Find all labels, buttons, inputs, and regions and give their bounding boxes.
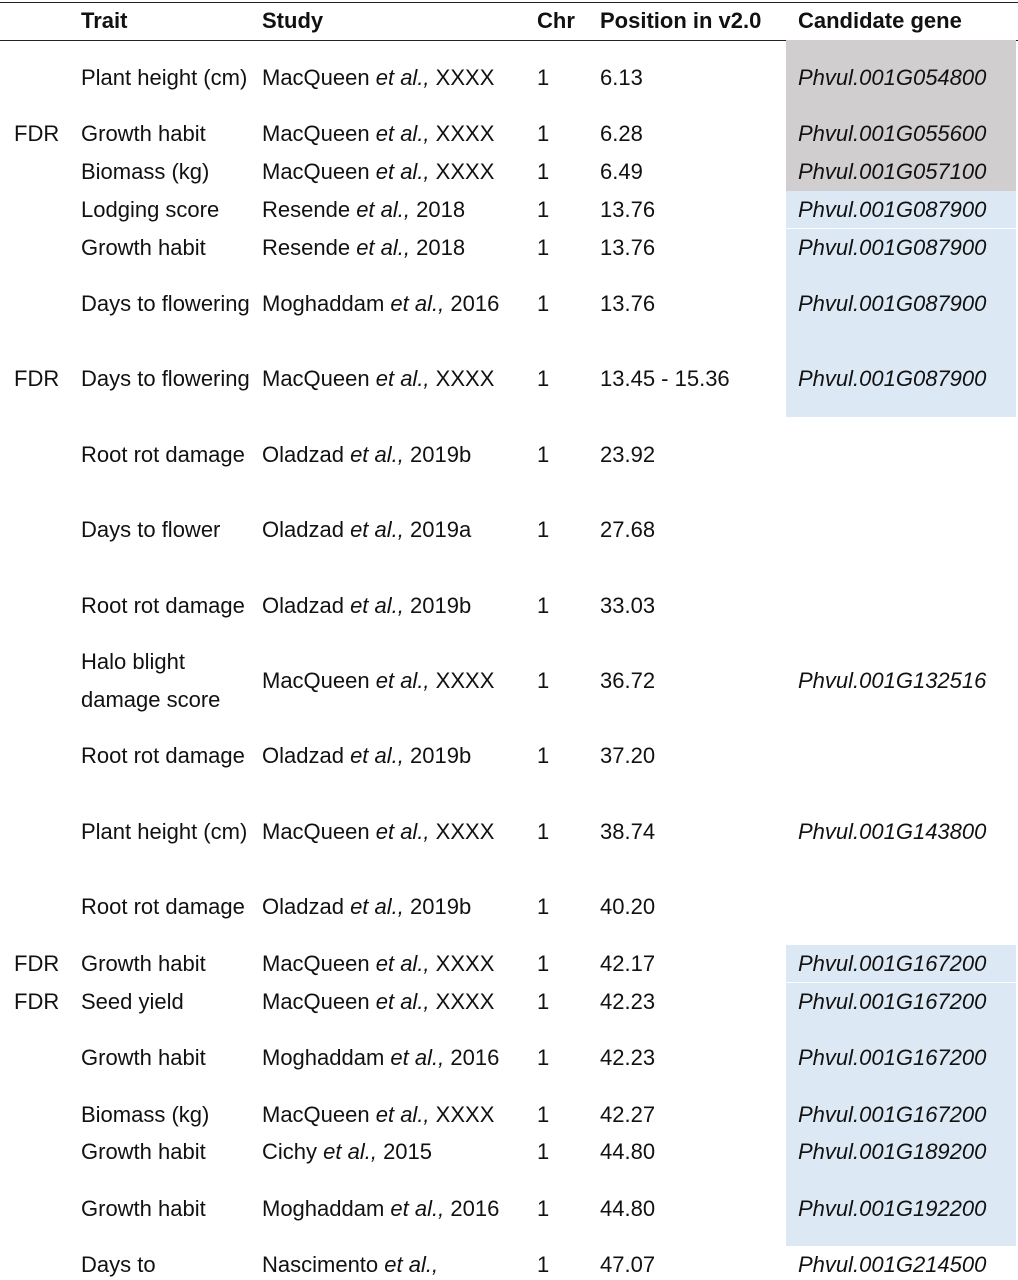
study-cell — [262, 1171, 530, 1246]
candidate-gene-cell: Phvul.001G167200 — [786, 1096, 1016, 1134]
study-author: Moghaddam — [262, 1045, 385, 1071]
position-cell: 44.80 — [600, 1195, 656, 1221]
chr-cell: 1 — [537, 950, 550, 976]
trait-cell: Biomass (kg) — [81, 159, 210, 185]
study-author: Resende — [262, 196, 351, 222]
candidate-gene-cell: Phvul.001G167200 — [786, 1020, 1016, 1095]
study-et-al: et al., — [369, 366, 430, 392]
candidate-gene-cell: Phvul.001G192200 — [786, 1171, 1016, 1246]
study-et-al: et al., — [369, 64, 430, 90]
candidate-gene-cell: Phvul.001G054800 — [786, 40, 1016, 115]
candidate-gene-cell: Phvul.001G143800 — [798, 818, 987, 844]
study-year: XXXX — [435, 64, 495, 90]
chr-cell: 1 — [537, 1139, 550, 1165]
study-author: Oladzad — [262, 441, 344, 467]
fdr-flag — [14, 266, 74, 341]
position-cell: 42.27 — [600, 1101, 656, 1127]
trait-cell: Seed yield — [81, 988, 184, 1014]
position-cell: 13.76 — [600, 234, 656, 260]
study-cell — [262, 945, 530, 983]
position-cell: 40.20 — [600, 894, 656, 920]
study-author: Moghaddam — [262, 1195, 385, 1221]
chr-cell: 1 — [537, 894, 550, 920]
position-cell: 33.03 — [600, 592, 656, 618]
table-row — [0, 568, 1018, 643]
table-row — [0, 1171, 1018, 1246]
candidate-gene-cell: Phvul.001G132516 — [798, 668, 987, 694]
study-author: Oladzad — [262, 517, 344, 543]
header-candidate-gene: Candidate gene — [798, 8, 962, 33]
candidate-gene-cell — [786, 492, 1016, 567]
chr-cell: 1 — [537, 159, 550, 185]
candidate-gene-cell: Phvul.001G214500 — [798, 1252, 987, 1278]
fdr-flag: FDR — [14, 366, 60, 392]
fdr-flag — [14, 492, 74, 567]
trait-cell: Days to flowering — [81, 291, 250, 317]
chr-cell: 1 — [537, 64, 550, 90]
fdr-flag — [14, 869, 74, 944]
study-cell — [262, 1133, 530, 1171]
study-year: 2016 — [450, 291, 500, 317]
position-cell: 13.76 — [600, 196, 656, 222]
chr-cell: 1 — [537, 234, 550, 260]
study-et-al: et al., — [343, 743, 404, 769]
study-author: MacQueen — [262, 818, 370, 844]
fdr-flag — [14, 1020, 74, 1095]
trait-cell: Root rot damage — [81, 894, 245, 920]
trait-cell: Growth habit — [81, 234, 206, 260]
study-et-al: et al., — [317, 1139, 377, 1165]
study-author: Resende — [262, 234, 351, 260]
trait-cell: Days to flowering — [81, 366, 250, 392]
candidate-gene-cell — [786, 719, 1016, 794]
trait-cell: Days to — [81, 1252, 156, 1278]
study-et-al: et al., — [369, 668, 430, 694]
fdr-flag — [14, 794, 74, 869]
study-et-al: et al., — [343, 517, 404, 543]
study-year: 2016 — [450, 1195, 500, 1221]
chr-cell: 1 — [537, 988, 550, 1014]
fdr-flag: FDR — [14, 950, 60, 976]
study-year: XXXX — [435, 159, 495, 185]
study-et-al: et al., — [384, 1195, 445, 1221]
study-year: 2019a — [410, 517, 472, 543]
study-author: MacQueen — [262, 950, 370, 976]
candidate-gene-cell: Phvul.001G057100 — [786, 153, 1016, 191]
study-cell — [262, 1096, 530, 1134]
table-row — [0, 191, 1018, 229]
study-year: 2018 — [416, 234, 466, 260]
table-row — [0, 983, 1018, 1021]
trait-cell: Plant height (cm) — [81, 64, 248, 90]
position-cell: 13.45 - 15.36 — [600, 366, 730, 392]
chr-cell: 1 — [537, 366, 550, 392]
trait-cell: Growth habit — [81, 1045, 206, 1071]
study-author: MacQueen — [262, 1101, 370, 1127]
study-cell — [262, 191, 530, 229]
trait-cell: Root rot damage — [81, 441, 245, 467]
study-cell — [262, 492, 530, 567]
fdr-flag — [14, 1246, 74, 1280]
fdr-flag: FDR — [14, 988, 60, 1014]
fdr-flag: FDR — [14, 121, 60, 147]
fdr-flag — [14, 1171, 74, 1246]
study-et-al: et al., — [350, 196, 410, 222]
position-cell: 42.23 — [600, 1045, 656, 1071]
chr-cell: 1 — [537, 743, 550, 769]
table-row — [0, 153, 1018, 191]
study-cell — [262, 342, 530, 417]
trait-cell: Growth habit — [81, 1195, 206, 1221]
study-cell — [262, 229, 530, 267]
header-chr: Chr — [537, 8, 575, 33]
study-year: 2019b — [410, 592, 472, 618]
table-top-rule — [0, 2, 1018, 3]
fdr-flag — [14, 191, 74, 229]
study-cell — [262, 643, 530, 718]
fdr-flag — [14, 417, 74, 492]
position-cell: 6.28 — [600, 121, 643, 147]
study-author: Oladzad — [262, 592, 344, 618]
chr-cell: 1 — [537, 121, 550, 147]
study-author: Cichy — [262, 1139, 318, 1165]
table-row — [0, 719, 1018, 794]
trait-cell: Growth habit — [81, 1139, 206, 1165]
study-author: MacQueen — [262, 159, 370, 185]
study-year: XXXX — [435, 121, 495, 147]
chr-cell: 1 — [537, 1195, 550, 1221]
table-row — [0, 40, 1018, 115]
position-cell: 23.92 — [600, 441, 656, 467]
candidate-gene-cell: Phvul.001G087900 — [786, 191, 1016, 229]
study-year: XXXX — [435, 366, 495, 392]
study-year: 2016 — [450, 1045, 500, 1071]
study-author: MacQueen — [262, 988, 370, 1014]
table-row — [0, 869, 1018, 944]
candidate-gene-cell — [786, 869, 1016, 944]
study-et-al: et al., — [384, 291, 445, 317]
study-author: Nascimento — [262, 1252, 379, 1278]
position-cell: 37.20 — [600, 743, 656, 769]
header-trait: Trait — [81, 8, 128, 33]
chr-cell: 1 — [537, 441, 550, 467]
table-row — [0, 229, 1018, 267]
study-et-al: et al., — [369, 159, 430, 185]
candidate-gene-cell — [786, 568, 1016, 643]
fdr-flag — [14, 229, 74, 267]
fdr-flag — [14, 1133, 74, 1171]
chr-cell: 1 — [537, 196, 550, 222]
table-row — [0, 794, 1018, 869]
study-cell — [262, 153, 530, 191]
position-cell: 44.80 — [600, 1139, 656, 1165]
position-cell: 6.13 — [600, 64, 643, 90]
fdr-flag — [14, 153, 74, 191]
position-cell: 13.76 — [600, 291, 656, 317]
table-row — [0, 643, 1018, 718]
study-author: MacQueen — [262, 668, 370, 694]
table-row — [0, 1020, 1018, 1095]
table-row — [0, 1096, 1018, 1134]
study-cell — [262, 417, 530, 492]
chr-cell: 1 — [537, 1252, 550, 1278]
study-author: MacQueen — [262, 366, 370, 392]
candidate-gene-cell: Phvul.001G087900 — [786, 229, 1016, 267]
study-year: 2019b — [410, 894, 472, 920]
study-author: Oladzad — [262, 743, 344, 769]
table-row — [0, 266, 1018, 341]
study-et-al: et al., — [343, 441, 404, 467]
chr-cell: 1 — [537, 592, 550, 618]
study-cell — [262, 1246, 530, 1280]
fdr-flag — [14, 1096, 74, 1134]
table-row — [0, 342, 1018, 417]
study-cell — [262, 568, 530, 643]
study-et-al: et al., — [384, 1045, 445, 1071]
chr-cell: 1 — [537, 291, 550, 317]
study-et-al: et al., — [350, 234, 410, 260]
study-cell — [262, 115, 530, 153]
study-et-al: et al., — [369, 1101, 430, 1127]
table-row — [0, 1133, 1018, 1171]
candidate-gene-cell: Phvul.001G087900 — [786, 342, 1016, 417]
candidate-gene-cell: Phvul.001G167200 — [786, 945, 1016, 983]
header-study: Study — [262, 8, 324, 33]
trait-cell: Root rot damage — [81, 743, 245, 769]
study-author: Oladzad — [262, 894, 344, 920]
position-cell: 42.23 — [600, 988, 656, 1014]
position-cell: 47.07 — [600, 1252, 656, 1278]
study-cell — [262, 266, 530, 341]
study-year: XXXX — [435, 988, 495, 1014]
trait-cell: Growth habit — [81, 950, 206, 976]
table-row — [0, 945, 1018, 983]
study-author: Moghaddam — [262, 291, 385, 317]
study-author: MacQueen — [262, 121, 370, 147]
study-cell — [262, 983, 530, 1021]
study-year: XXXX — [435, 1101, 495, 1127]
study-et-al: et al., — [369, 818, 430, 844]
position-cell: 6.49 — [600, 159, 643, 185]
study-et-al: et al., — [343, 592, 404, 618]
study-et-al: et al., — [369, 988, 430, 1014]
table-row — [0, 1246, 1018, 1280]
header-position: Position in v2.0 — [600, 8, 762, 33]
trait-cell: Lodging score — [81, 196, 220, 222]
study-cell — [262, 719, 530, 794]
study-year: XXXX — [435, 668, 495, 694]
fdr-flag — [14, 568, 74, 643]
study-cell — [262, 40, 530, 115]
chr-cell: 1 — [537, 818, 550, 844]
trait-cell: Plant height (cm) — [81, 818, 248, 844]
fdr-flag — [14, 719, 74, 794]
table-row — [0, 115, 1018, 153]
study-year: 2015 — [383, 1139, 433, 1165]
chr-cell: 1 — [537, 517, 550, 543]
chr-cell: 1 — [537, 1101, 550, 1127]
position-cell: 27.68 — [600, 517, 656, 543]
study-cell — [262, 869, 530, 944]
trait-cell: Biomass (kg) — [81, 1101, 210, 1127]
table-row — [0, 492, 1018, 567]
position-cell: 38.74 — [600, 818, 656, 844]
trait-cell: Root rot damage — [81, 592, 245, 618]
study-year: 2018 — [416, 196, 466, 222]
study-year: 2019b — [410, 441, 472, 467]
study-et-al: et al., — [378, 1252, 439, 1278]
chr-cell: 1 — [537, 668, 550, 694]
trait-cell: Growth habit — [81, 121, 206, 147]
chr-cell: 1 — [537, 1045, 550, 1071]
candidate-gene-cell — [786, 417, 1016, 492]
trait-cell: Halo blight damage score — [81, 649, 221, 712]
fdr-flag — [14, 40, 74, 115]
position-cell: 36.72 — [600, 668, 656, 694]
study-cell — [262, 794, 530, 869]
study-cell — [262, 1020, 530, 1095]
study-year: 2019b — [410, 743, 472, 769]
study-author: MacQueen — [262, 64, 370, 90]
study-et-al: et al., — [343, 894, 404, 920]
table-row — [0, 417, 1018, 492]
fdr-flag — [14, 643, 74, 718]
position-cell: 42.17 — [600, 950, 656, 976]
candidate-gene-cell: Phvul.001G167200 — [786, 983, 1016, 1021]
candidate-gene-cell: Phvul.001G189200 — [786, 1133, 1016, 1171]
trait-cell: Days to flower — [81, 517, 221, 543]
study-et-al: et al., — [369, 121, 430, 147]
candidate-gene-cell: Phvul.001G055600 — [786, 115, 1016, 153]
study-et-al: et al., — [369, 950, 430, 976]
study-year: XXXX — [435, 950, 495, 976]
study-year: XXXX — [435, 818, 495, 844]
candidate-gene-cell: Phvul.001G087900 — [786, 266, 1016, 341]
